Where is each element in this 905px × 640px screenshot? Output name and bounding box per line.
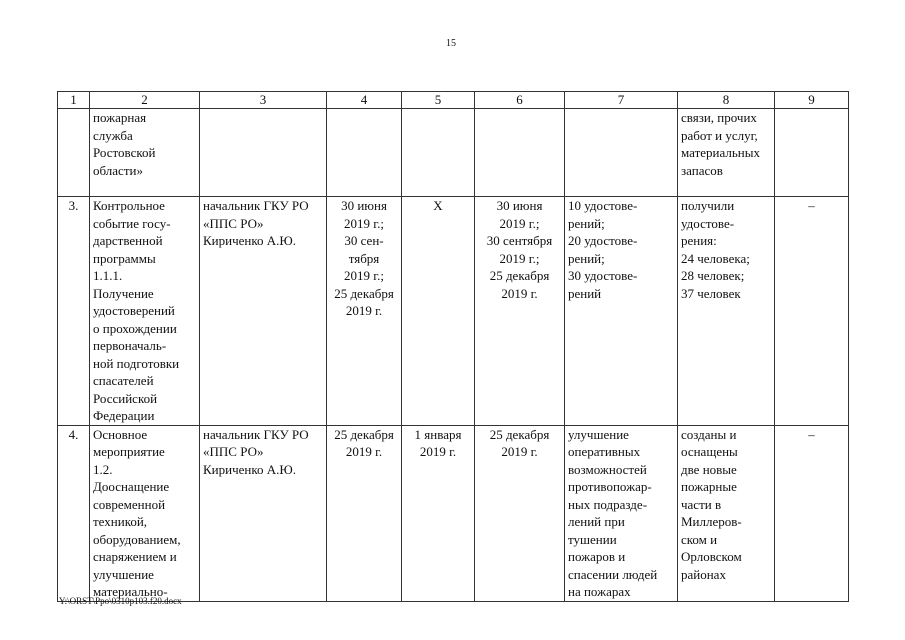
- note-cell: –: [775, 197, 849, 426]
- header-cell: 8: [678, 92, 775, 109]
- start-date-cell: 1 января 2019 г.: [402, 425, 475, 601]
- column-number-row: [58, 92, 849, 109]
- row-number-cell: [58, 109, 90, 197]
- start-date-cell: [402, 109, 475, 197]
- planned-result-cell: [565, 109, 678, 197]
- row-number-cell: 4.: [58, 425, 90, 601]
- file-path-footer: Y:\ORST\Ppo\0310p103.f20.docx: [59, 596, 182, 606]
- header-cell: 6: [475, 92, 565, 109]
- row-number-cell: 3.: [58, 197, 90, 426]
- plan-table: [57, 91, 849, 602]
- table-row: [58, 109, 849, 197]
- end-date-cell: 25 декабря 2019 г.: [475, 425, 565, 601]
- planned-result-cell: 10 удостове- рений; 20 удостове- рений; 30 удостове- рений: [565, 197, 678, 426]
- event-name-cell: Основное мероприятие 1.2. Дооснащение современной техникой, оборудованием, снаряжением и улучшение материально-: [90, 425, 200, 601]
- responsible-cell: [200, 109, 327, 197]
- header-cell: 9: [775, 92, 849, 109]
- responsible-cell: начальник ГКУ РО «ППС РО» Кириченко А.Ю.: [200, 197, 327, 426]
- table-row: [58, 425, 849, 601]
- page-number: 15: [446, 38, 456, 49]
- planned-result-cell: улучшение оперативных возможностей противопожар- ных подразде- лений при тушении пожаров и спасении людей на пожарах: [565, 425, 678, 601]
- event-name-cell: Контрольное событие госу- дарственной программы 1.1.1. Получение удостоверений о прохождении первоначаль- ной подготовки спасателей Российской Федерации: [90, 197, 200, 426]
- header-cell: 4: [327, 92, 402, 109]
- header-cell: 3: [200, 92, 327, 109]
- note-cell: [775, 109, 849, 197]
- table-row: [58, 197, 849, 426]
- header-cell: 1: [58, 92, 90, 109]
- actual-result-cell: связи, прочих работ и услуг, материальных запасов: [678, 109, 775, 197]
- end-date-cell: 30 июня 2019 г.; 30 сентября 2019 г.; 25 декабря 2019 г.: [475, 197, 565, 426]
- responsible-cell: начальник ГКУ РО «ППС РО» Кириченко А.Ю.: [200, 425, 327, 601]
- planned-date-cell: 25 декабря 2019 г.: [327, 425, 402, 601]
- start-date-cell: Х: [402, 197, 475, 426]
- header-cell: 2: [90, 92, 200, 109]
- header-cell: 5: [402, 92, 475, 109]
- actual-result-cell: получили удостове- рения: 24 человека; 28 человек; 37 человек: [678, 197, 775, 426]
- planned-date-cell: [327, 109, 402, 197]
- event-name-cell: пожарная служба Ростовской области»: [90, 109, 200, 197]
- header-cell: 7: [565, 92, 678, 109]
- actual-result-cell: созданы и оснащены две новые пожарные части в Миллеров- ском и Орловском районах: [678, 425, 775, 601]
- note-cell: –: [775, 425, 849, 601]
- planned-date-cell: 30 июня 2019 г.; 30 сен- тября 2019 г.; 25 декабря 2019 г.: [327, 197, 402, 426]
- end-date-cell: [475, 109, 565, 197]
